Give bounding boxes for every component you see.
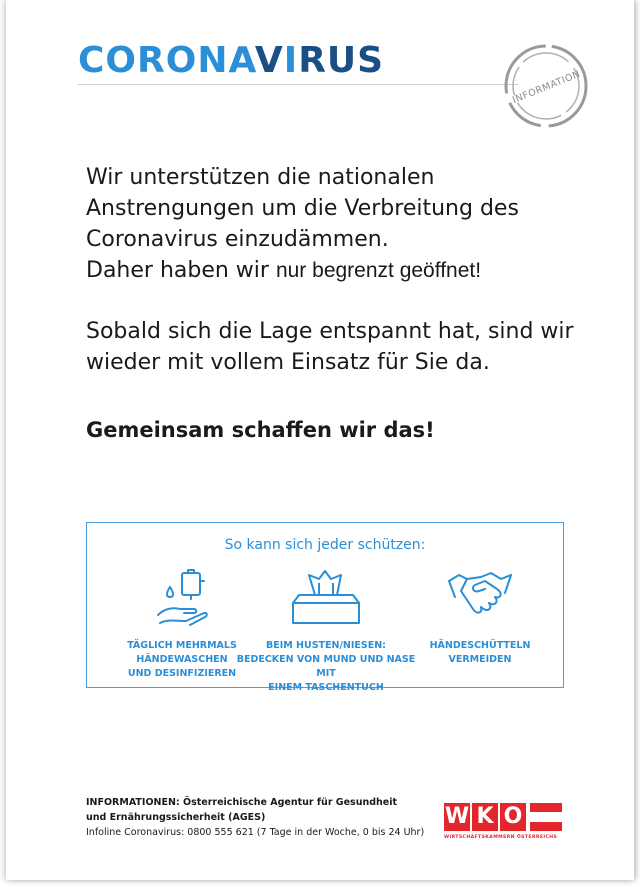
message-line: wieder mit vollem Einsatz für Sie da. — [86, 350, 490, 375]
message-line: Sobald sich die Lage entspannt hat, sind wir — [86, 319, 574, 344]
austrian-flag-icon — [530, 803, 562, 831]
footer-info-label: INFORMATIONEN: — [86, 797, 180, 808]
wko-logo — [444, 802, 566, 842]
footer-hotline: Infoline Coronavirus: 0800 555 621 (7 Tage in der Woche, 0 bis 24 Uhr) — [86, 827, 425, 838]
title-part-i: I — [283, 40, 299, 81]
tip-label-line: VERMEIDEN — [448, 654, 512, 665]
footer-line — [86, 810, 446, 825]
information-stamp-icon — [500, 40, 592, 132]
tip-label-line: HÄNDESCHÜTTELN — [429, 640, 531, 651]
motto: Gemeinsam schaffen wir das! — [86, 418, 435, 442]
wko-letter: O — [500, 803, 526, 831]
tip-label-line: BEIM HUSTEN/NIESEN: — [266, 640, 386, 651]
info-box-title: So kann sich jeder schützen: — [224, 537, 426, 553]
poster-page — [6, 0, 634, 880]
tip-handshake — [405, 569, 555, 667]
tip-label-line: EINEM TASCHENTUCH — [268, 682, 384, 693]
tip-label-line: UND DESINFIZIEREN — [127, 668, 237, 679]
message-segment: Daher haben wir — [86, 258, 276, 283]
message-line: Anstrengungen um die Verbreitung des — [86, 196, 519, 221]
tip-label-line: HÄNDEWASCHEN — [136, 654, 228, 665]
stamp-label: INFORMATION — [511, 68, 583, 106]
footer-agency-cont: und Ernährungssicherheit (AGES) — [86, 812, 266, 823]
wko-letter: K — [472, 803, 498, 831]
wko-subtitle: WIRTSCHAFTSKAMMERN ÖSTERREICHS — [444, 835, 558, 840]
main-message — [86, 162, 586, 378]
title-part-corona: CORONA — [78, 40, 255, 81]
tip-label-line: TÄGLICH MEHRMALS — [127, 640, 237, 651]
footer-agency: Österreichische Agentur für Gesundheit — [179, 797, 398, 808]
protection-info-box — [86, 522, 564, 693]
wko-letter: W — [444, 804, 470, 829]
footer-line — [86, 795, 446, 810]
title-part-v: V — [254, 40, 284, 81]
hand-washing-icon — [152, 569, 212, 629]
tip-tissue — [231, 569, 421, 695]
message-line: Coronavirus einzudämmen. — [86, 227, 389, 252]
message-line — [86, 255, 586, 286]
page-title — [78, 40, 384, 82]
header-divider — [78, 84, 518, 85]
tip-label-line: BEDECKEN VON MUND UND NASE MIT — [236, 654, 416, 679]
footer-information — [86, 795, 446, 840]
title-part-rus: RUS — [298, 40, 385, 81]
tissue-box-icon — [289, 569, 363, 629]
message-line: Wir unterstützen die nationalen — [86, 165, 435, 190]
handshake-icon — [447, 569, 513, 625]
message-highlight: nur begrenzt geöffnet! — [275, 259, 482, 282]
